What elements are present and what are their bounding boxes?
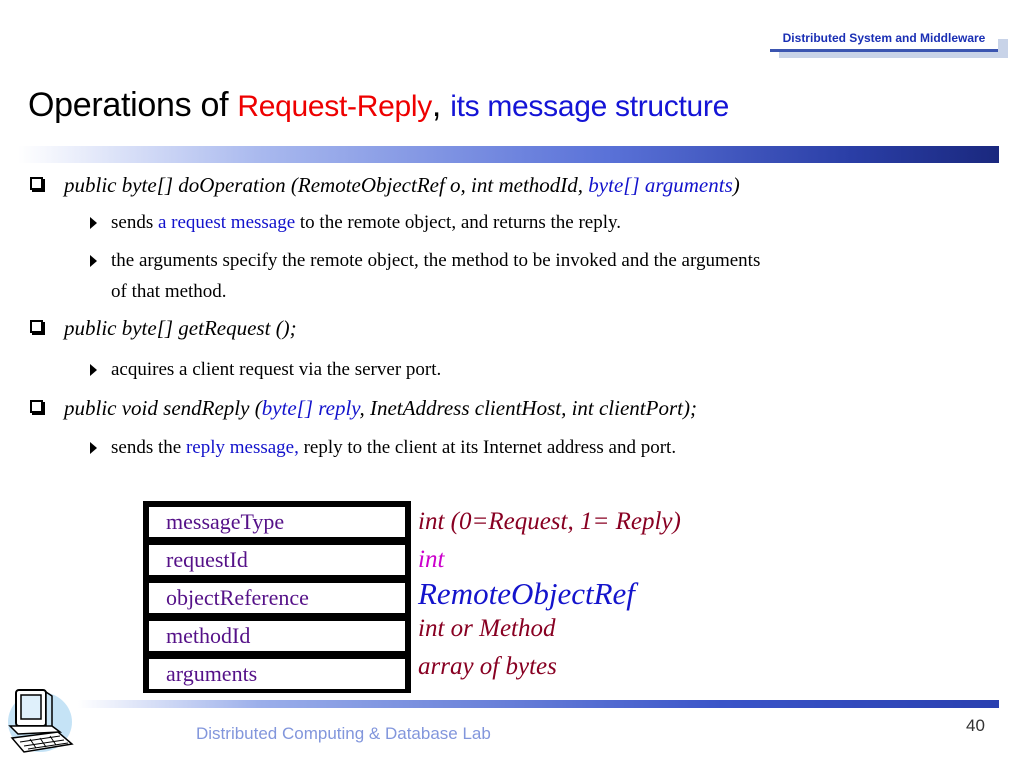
triangle-right-icon [90,255,97,267]
sub-bullet-text: sends [111,212,158,233]
bullet-3-tail: , InetAddress clientHost, int clientPort); [359,396,697,420]
sub-bullet-text: sends the [111,437,186,458]
page-number: 40 [966,716,985,735]
title-part-2: Request-Reply [237,90,432,123]
field-arguments: arguments [149,659,405,689]
sub-bullet-highlight: a request message [157,212,296,233]
type-object-reference: RemoteObjectRef [418,576,635,611]
sub-bullet-3-1 [111,437,676,459]
field-method-id: methodId [149,621,405,651]
sub-bullet-1-1 [111,212,621,234]
triangle-right-icon [90,364,97,376]
sub-bullet-tail: reply to the client at its Internet address and port. [298,437,677,458]
slide-title [28,86,729,125]
field-object-reference: objectReference [149,583,405,613]
sub-bullet-highlight: reply message, [185,437,299,458]
checkbox-square-icon [30,177,43,190]
title-underline-bar [18,146,999,163]
header-badge-text: Distributed System and Middleware [782,30,986,45]
checkbox-square-icon [30,400,43,413]
bullet-3-highlight: byte[] reply [261,396,360,420]
header-badge [770,26,998,52]
computer-icon [2,682,78,758]
title-part-3: , [431,86,451,124]
footer-lab-name: Distributed Computing & Database Lab [196,724,491,743]
sub-bullet-tail: to the remote object, and returns the reply. [295,212,622,233]
sub-bullet-2-1: acquires a client request via the server port. [111,359,442,380]
sub-bullet-1-2-line-2: of that method. [111,281,227,302]
checkbox-square-icon [30,320,43,333]
triangle-right-icon [90,442,97,454]
sub-bullet-1-2-line-1: the arguments specify the remote object, the method to be invoked and the arguments [111,250,761,271]
type-arguments: array of bytes [418,653,557,680]
footer-bar [78,700,999,708]
bullet-1 [64,173,740,198]
bullet-3 [64,396,697,421]
bullet-1-highlight: byte[] arguments [588,173,733,197]
type-method-id: int or Method [418,615,556,642]
bullet-1-tail: ) [732,173,740,197]
type-message-type: int (0=Request, 1= Reply) [418,508,681,535]
title-part-4: its message structure [450,90,730,123]
field-message-type: messageType [149,507,405,537]
bullet-2: public byte[] getRequest (); [64,316,297,340]
bullet-3-text: public void sendReply ( [64,396,262,420]
title-part-1: Operations of [28,86,238,124]
type-request-id: int [418,546,445,573]
triangle-right-icon [90,217,97,229]
bullet-1-text: public byte[] doOperation (RemoteObjectRef o, int methodId, [64,173,589,197]
field-request-id: requestId [149,545,405,575]
